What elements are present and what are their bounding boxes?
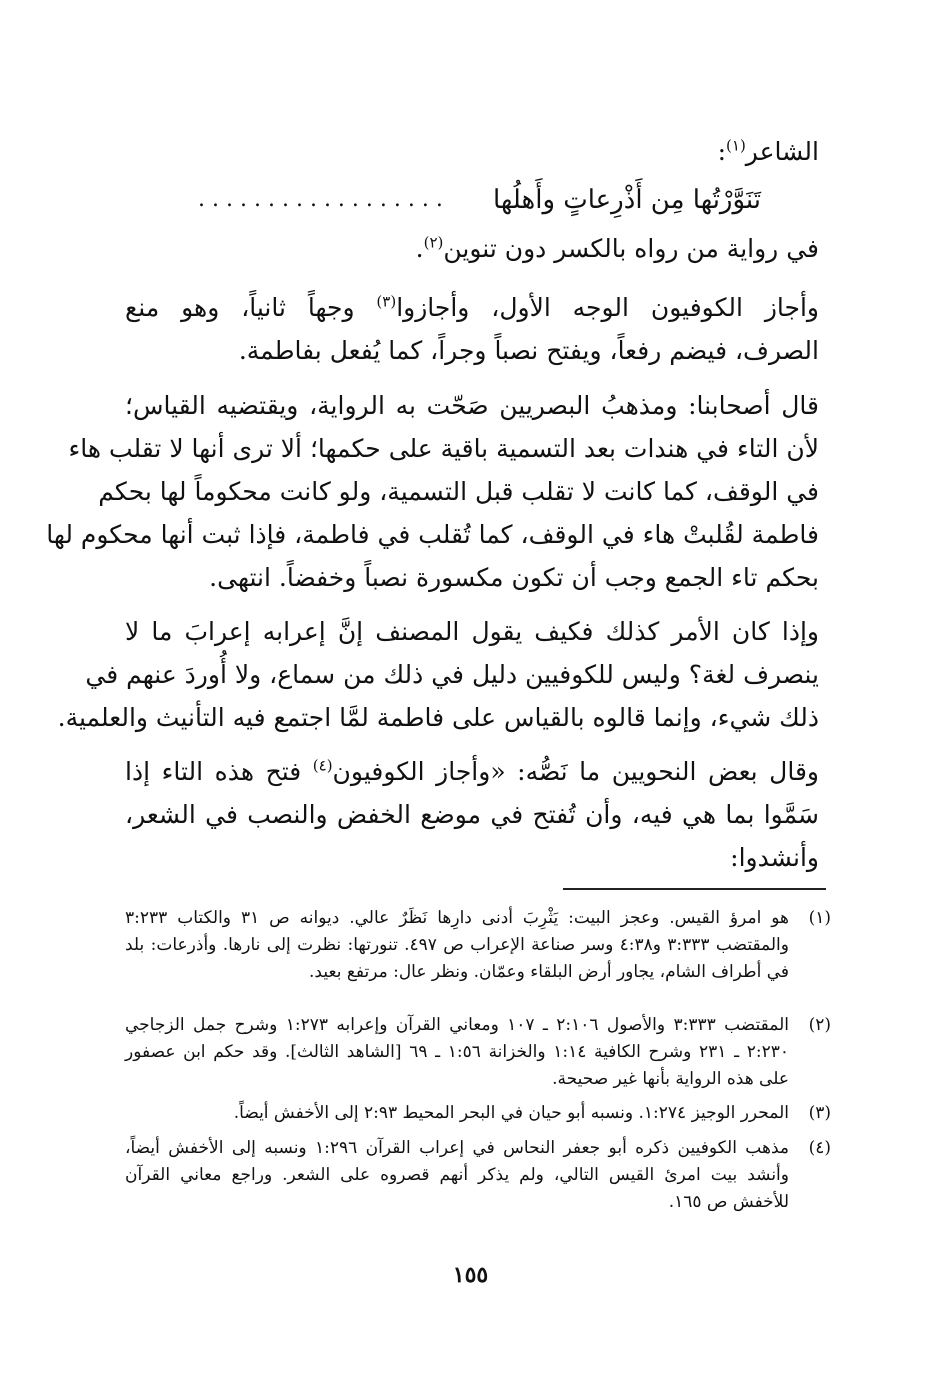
- footnote-2: [125, 1012, 831, 1093]
- footnote-text: مذهب الكوفيين ذكره أبو جعفر النحاس في إعراب القرآن ١:٢٩٦ ونسبه إلى الأخفش أيضاً، وأنشد بيت امرئ القيس التالي، ولم يذكر أنهم قصروه على الشعر. وراجع معاني القرآن للأخفش ص ١٦٥.: [125, 1138, 789, 1212]
- footnote-separator: [563, 888, 826, 890]
- line-text: الشاعر: [745, 137, 819, 166]
- line-text: فتح هذه التاء إذا: [125, 757, 302, 786]
- text-line-5: الصرف، فيضم رفعاً، ويفتح نصباً وجراً، كما يُفعل بفاطمة.: [238, 336, 819, 365]
- footnote-ref-4: (٤): [312, 756, 333, 775]
- text-line-8: في الوقف، كما كانت لا تقلب قبل التسمية، ولو كانت محكوماً لها بحكم: [98, 477, 819, 506]
- footnote-number: (٣): [808, 1103, 831, 1123]
- punct: .: [415, 234, 424, 263]
- footnote-text: هو امرؤ القيس. وعجز البيت: يَثْرِبَ أدنى دارِها نَظَرٌ عالي. ديوانه ص ٣١ والكتاب ٣:٢٣٣ والمقتضب ٣:٣٣٣ و٤:٣٨ وسر صناعة الإعراب ص ٤٩٧. تنورتها: نظرت إلى نارها. وأذرعات: بلد في أطراف الشام، يجاور أرض البلقاء وعمّان. ونظر عال: مرتفع بعيد.: [125, 908, 790, 982]
- punct: :: [717, 137, 727, 166]
- footnote-ref-1: (١): [726, 136, 746, 155]
- text-line-11: وإذا كان الأمر كذلك فكيف يقول المصنف إنَّ إعرابه إعرابَ ما لا: [125, 617, 819, 646]
- text-line-4: [125, 291, 819, 325]
- page-number: ١٥٥: [452, 1262, 489, 1288]
- footnote-ref-3: (٣): [376, 292, 397, 311]
- text-line-13: ذلك شيء، وإنما قالوه بالقياس على فاطمة لمَّا اجتمع فيه التأنيث والعلمية.: [57, 703, 819, 732]
- footnote-4: [125, 1135, 831, 1216]
- text-line-15: سَمَّوا بما هي فيه، وأن تُفتح في موضع الخفض والنصب في الشعر،: [125, 800, 819, 829]
- footnote-text: المحرر الوجيز ١:٢٧٤. ونسبه أبو حيان في البحر المحيط ٢:٩٣ إلى الأخفش أيضاً.: [233, 1103, 789, 1123]
- text-line-1: [718, 135, 819, 169]
- footnote-1: [125, 905, 831, 986]
- text-line-16: وأنشدوا:: [730, 843, 819, 872]
- footnote-number: (٢): [808, 1015, 831, 1035]
- line-text: وقال بعض النحويين ما نَصُّه: «وأجاز الكوفيون: [332, 757, 819, 786]
- text-line-14: [125, 755, 819, 789]
- text-line-7: لأن التاء في هندات بعد التسمية باقية على حكمها؛ ألا ترى أنها لا تقلب هاء: [68, 434, 819, 463]
- text-line-3: [416, 232, 819, 266]
- line-text: وأجاز الكوفيون الوجه الأول، وأجازوا: [396, 293, 819, 322]
- footnote-number: (١): [808, 908, 831, 928]
- footnote-number: (٤): [808, 1138, 831, 1158]
- verse-dots: ..................: [198, 187, 450, 212]
- footnote-3: [125, 1100, 831, 1127]
- text-line-12: ينصرف لغة؟ وليس للكوفيين دليل في ذلك من سماع، ولا أُوردَ عنهم في: [85, 660, 819, 689]
- verse-hemistich: تَنَوَّرْتُها مِن أَذْرِعاتٍ وأَهلُها: [493, 185, 761, 215]
- text-line-6: قال أصحابنا: ومذهبُ البصريين صَحّت به الرواية، ويقتضيه القياس؛: [125, 391, 819, 420]
- footnote-text: المقتضب ٣:٣٣٣ والأصول ٢:١٠٦ ـ ١٠٧ ومعاني القرآن وإعرابه ١:٢٧٣ وشرح جمل الزجاجي ٢:٢٣٠ ـ ٢٣١ وشرح الكافية ١:١٤ والخزانة ١:٥٦ ـ ٦٩ [الشاهد الثالث]. وقد حكم ابن عصفور على هذه الرواية بأنها غير صحيحة.: [125, 1015, 790, 1089]
- text-line-9: فاطمة لقُلبتْ هاء في الوقف، كما تُقلب في فاطمة، فإذا ثبت أنها محكوم لها: [46, 520, 819, 549]
- line-text: في رواية من رواه بالكسر دون تنوين: [443, 234, 819, 263]
- line-text: وجهاً ثانياً، وهو منع: [125, 293, 355, 322]
- footnote-ref-2: (٢): [423, 233, 444, 252]
- text-line-10: بحكم تاء الجمع وجب أن تكون مكسورة نصباً وخفضاً. انتهى.: [209, 563, 819, 592]
